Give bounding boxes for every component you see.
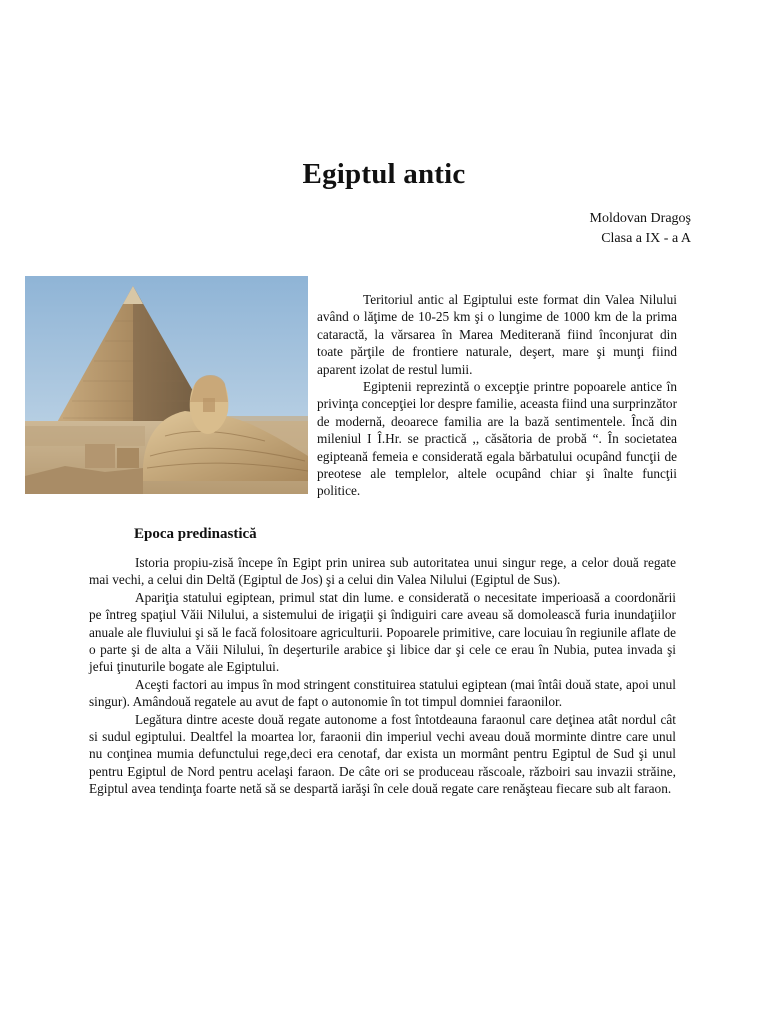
intro-paragraph: Teritoriul antic al Egiptului este format din Valea Nilului având o lăţime de 10-25 km şi o lungime de 1000 km de la prima cataractă, la vărsarea în Marea Mediterană fiind înconjurat din toate părţile de frontiere naturale, deşert, mare şi munţi fiind aparent izolat de restul lumii. (317, 292, 677, 377)
intro-text (317, 291, 677, 500)
body-paragraph: Aceşti factori au impus în mod stringent constituirea statului egiptean (mai întâi două state, apoi unul singur). Amândouă regatele au avut de fapt o autonomie în tot timpul domniei faraonilor. (89, 676, 676, 710)
body-paragraph: Legătura dintre aceste două regate autonome a fost întotdeauna faraonul care deţinea atât nordul cât si sudul egiptului. Dealtfel la moartea lor, faraonii din imperiul vechi aveau două morminte dintre care unul nu conţinea mumia defunctului rege,deci era cenotaf, dar exista un mormânt pentru Egiptul de Sud şi unul pentru Egiptul de Nord pentru acelaşi faraon. De câte ori se produceau răscoale, războiri sau invazii străine, Egiptul avea tendinţa foarte netă să se despartă iarăşi în cele două regate care renăşteau fiecare sub alt faraon. (89, 711, 676, 797)
document-title: Egiptul antic (302, 158, 466, 190)
section-body (89, 554, 676, 798)
section-heading: Epoca predinastică (134, 526, 257, 542)
intro-paragraph: Egiptenii reprezintă o excepţie printre popoarele antice în privinţa concepţiei lor despre familie, aceasta fiind una surprinzător de modernă, deoarece familia are la bază sentimentele. Încă din mileniul I Î.Hr. se practică ,, căsătoria de probă “. În societatea egipteană femeia e considerată egala bărbatului ocupând funcţii de preotese ale templelor, altele ocupând chiar şi înalte funcţii politice. (317, 379, 677, 499)
author-name: Moldovan Dragoş (589, 211, 691, 226)
body-paragraph: Istoria propiu-zisă începe în Egipt prin unirea sub autoritatea unui singur rege, a celor două regate mai vechi, a celui din Deltă (Egiptul de Jos) şi a celui din Valea Nilului (Egiptul de Sus). (89, 555, 676, 588)
body-paragraph: Apariţia statului egiptean, primul stat din lume. e considerată o necesitate imperioasă a coordonării pe întreg spaţiul Văii Nilului, a sistemului de irigaţii şi îndiguiri care aveau să domolească furia inundaţiilor anuale ale fluviului şi să le facă folositoare agriculturii. Popoarele primitive, care locuiau în regiunile aflate de o parte şi de alta a Văii Nilului, în deşerturile arabice şi libice dar şi cele ce erau în Nubia, putea invada şi jefui ţinuturile bogate ale Egiptului. (89, 589, 676, 675)
author-class: Clasa a IX - a A (601, 231, 691, 246)
pyramid-and-sphinx-photo (25, 276, 308, 494)
author-block (590, 209, 692, 249)
